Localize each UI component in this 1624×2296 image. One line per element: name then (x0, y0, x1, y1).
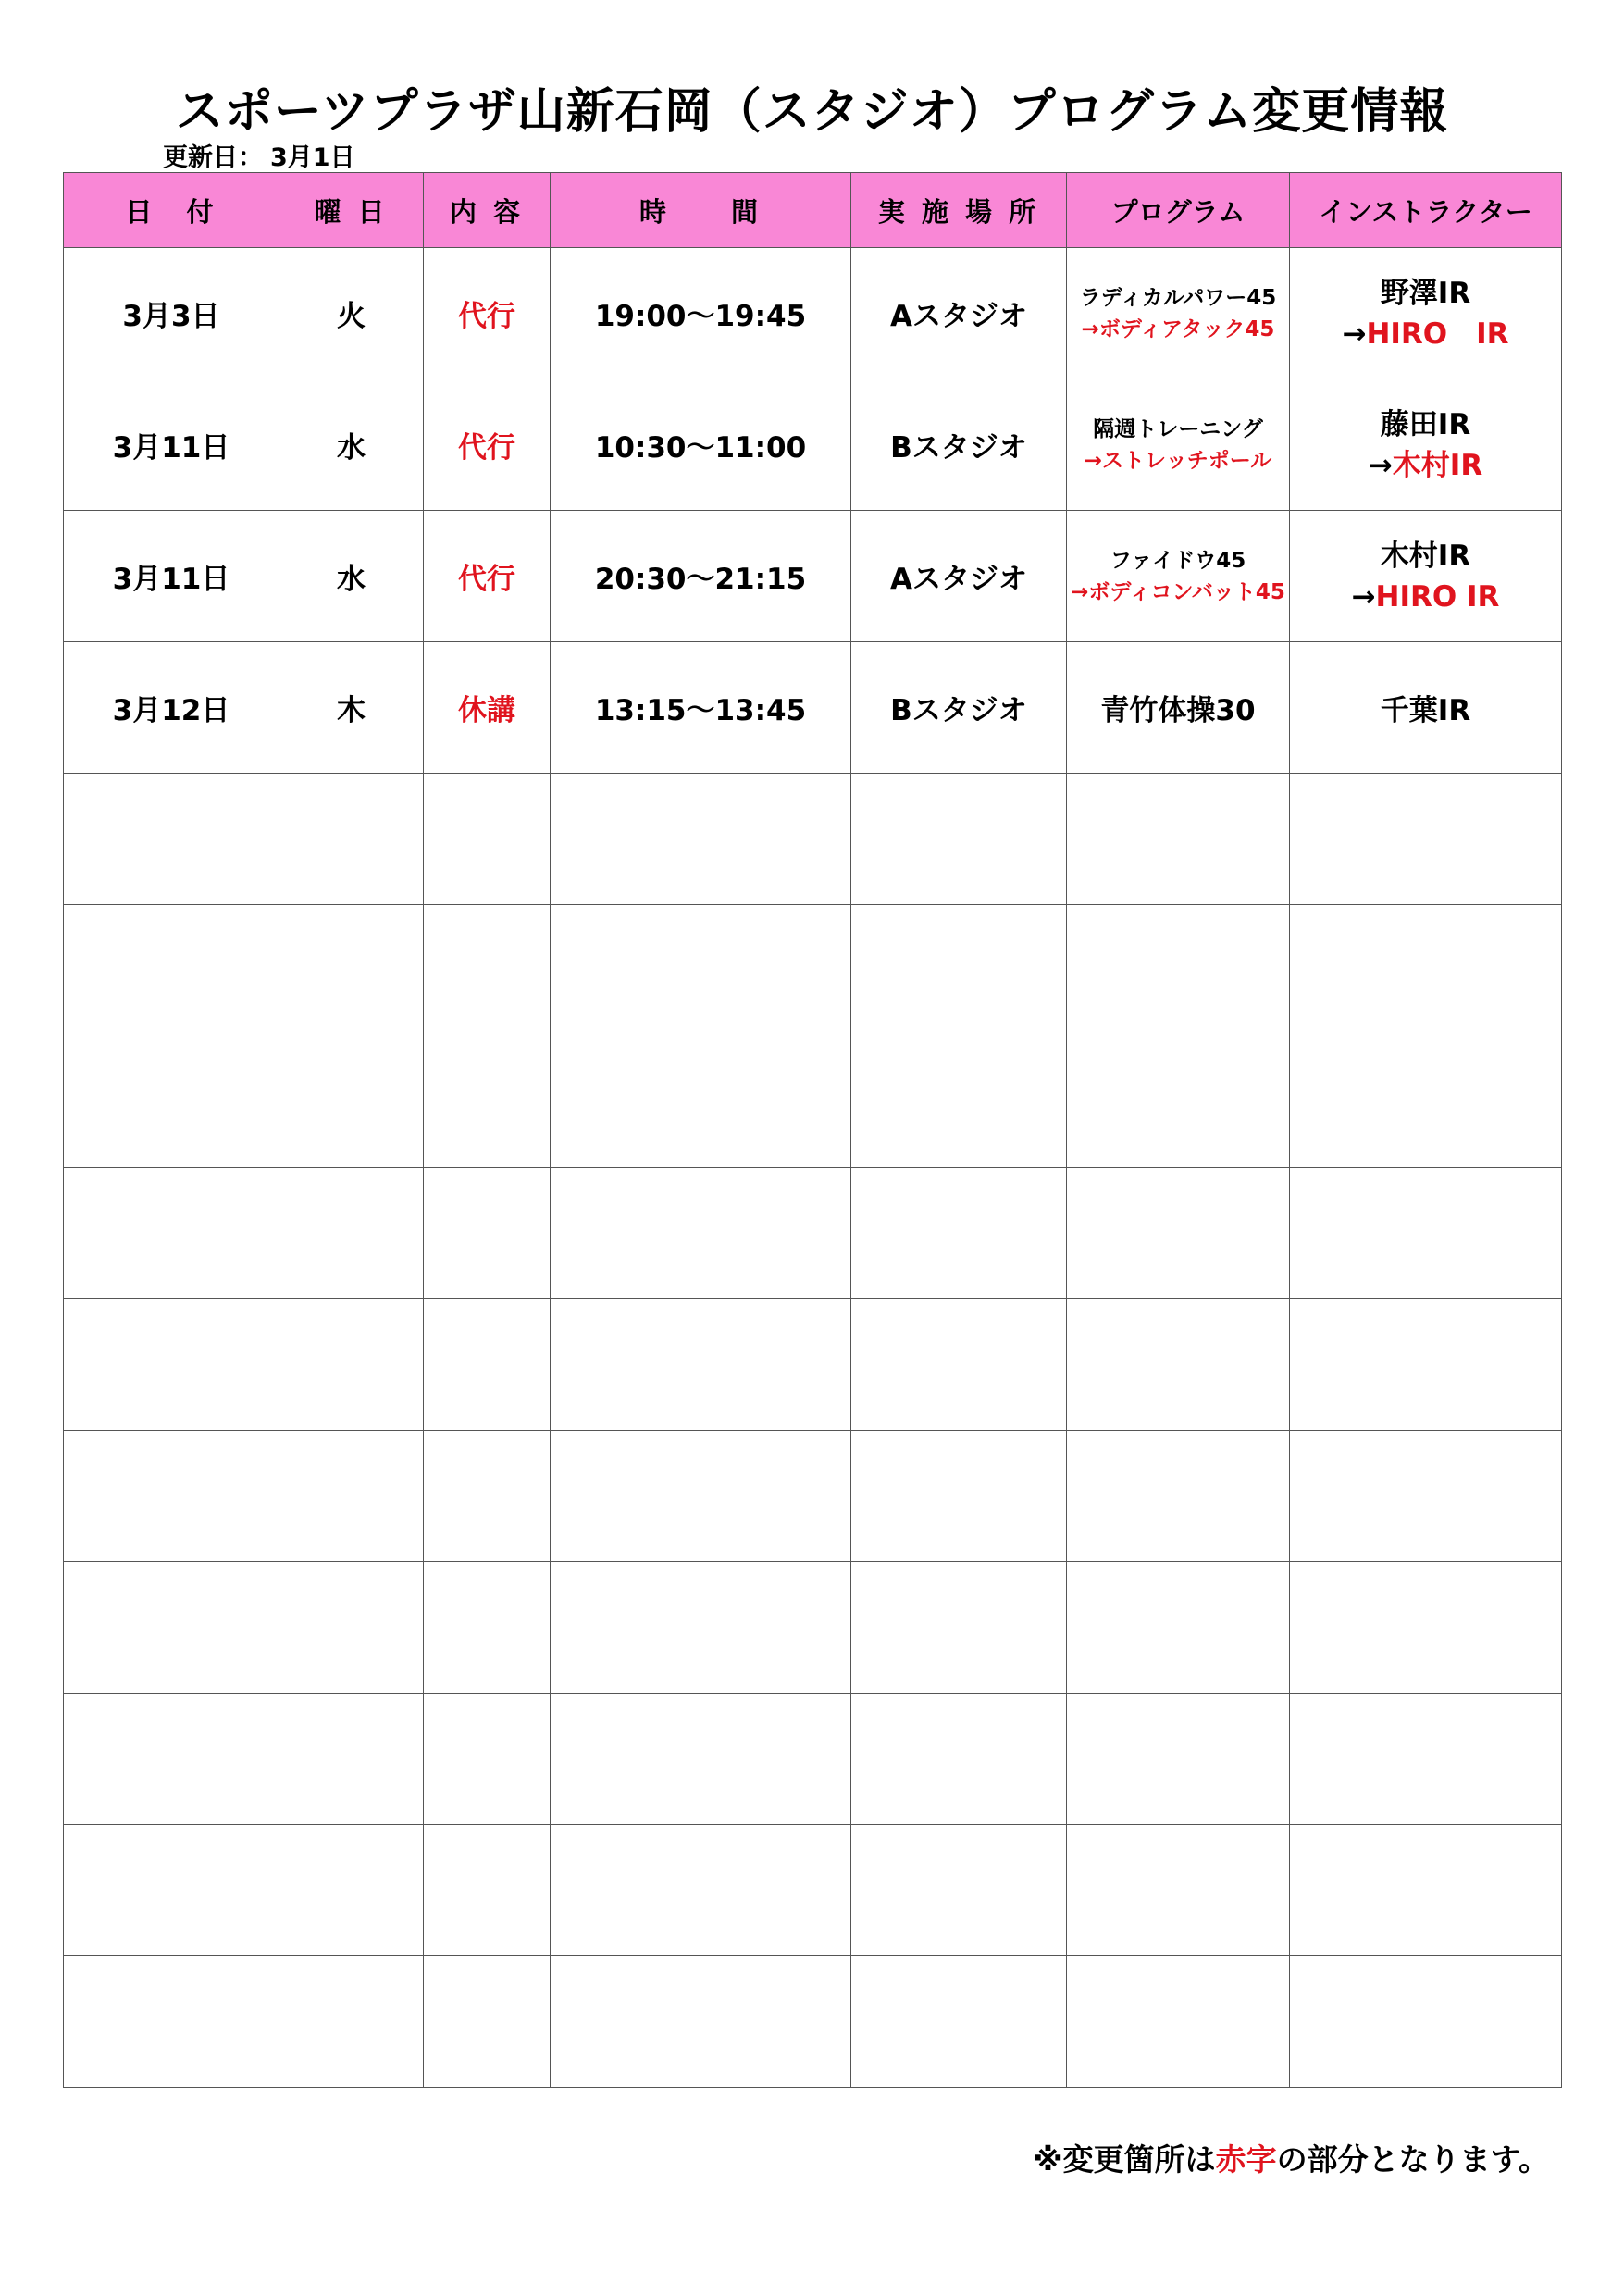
table-row (64, 642, 1562, 774)
instructor-replacement (1290, 314, 1561, 354)
cell-program: 青竹体操30 (1067, 642, 1290, 774)
cell-content: 代行 (424, 248, 551, 379)
header-content: 内 容 (424, 173, 551, 248)
table-row (64, 511, 1562, 642)
cell-weekday: 火 (279, 248, 424, 379)
header-weekday: 曜 日 (279, 173, 424, 248)
cell-date: 3月12日 (64, 642, 279, 774)
updated-date (163, 137, 363, 173)
instructor-new-name: 木村IR (1392, 448, 1483, 482)
instructor-new-name: HIRO IR (1366, 316, 1509, 351)
program-replacement: →ボディアタック45 (1081, 316, 1275, 341)
header-instructor: インストラクター (1290, 173, 1562, 248)
cell-place: Aスタジオ (851, 511, 1067, 642)
empty-row (64, 1956, 1562, 2088)
cell-date: 3月11日 (64, 511, 279, 642)
footnote-red-text: 赤字 (1215, 2141, 1277, 2178)
cell-program (1067, 248, 1290, 379)
instructor-new-name: HIRO IR (1375, 579, 1500, 614)
cell-content: 代行 (424, 379, 551, 511)
cell-place: Aスタジオ (851, 248, 1067, 379)
empty-row (64, 1825, 1562, 1956)
instructor-replacement (1290, 577, 1561, 617)
cell-time: 19:00～19:45 (551, 248, 851, 379)
program-replacement: →ボディコンバット45 (1071, 579, 1285, 604)
arrow-icon: → (1342, 316, 1367, 351)
footnote (1034, 2136, 1549, 2179)
cell-date: 3月11日 (64, 379, 279, 511)
table-row (64, 248, 1562, 379)
cell-instructor (1290, 511, 1562, 642)
instructor-original: 藤田IR (1380, 407, 1471, 441)
page-title: スポーツプラザ山新石岡（スタジオ）プログラム変更情報 (175, 84, 1449, 140)
program-replacement: →ストレッチポール (1084, 448, 1272, 473)
cell-weekday: 木 (279, 642, 424, 774)
cell-content: 休講 (424, 642, 551, 774)
updated-value: 3月1日 (270, 143, 355, 172)
cell-weekday: 水 (279, 379, 424, 511)
program-original: 隔週トレーニング (1093, 416, 1263, 441)
empty-row (64, 774, 1562, 905)
cell-program (1067, 511, 1290, 642)
cell-time: 20:30～21:15 (551, 511, 851, 642)
table-row (64, 379, 1562, 511)
cell-place: Bスタジオ (851, 642, 1067, 774)
empty-row (64, 1036, 1562, 1168)
cell-program (1067, 379, 1290, 511)
empty-row (64, 1431, 1562, 1562)
cell-place: Bスタジオ (851, 379, 1067, 511)
empty-row (64, 1562, 1562, 1694)
footnote-suffix: の部分となります。 (1276, 2141, 1549, 2178)
arrow-icon: → (1351, 579, 1376, 614)
program-original: ファイドウ45 (1110, 548, 1246, 573)
cell-instructor (1290, 248, 1562, 379)
cell-weekday: 水 (279, 511, 424, 642)
schedule-table (63, 172, 1562, 2088)
cell-time: 10:30～11:00 (551, 379, 851, 511)
cell-content: 代行 (424, 511, 551, 642)
empty-row (64, 1168, 1562, 1299)
cell-instructor (1290, 379, 1562, 511)
header-program: プログラム (1067, 173, 1290, 248)
arrow-icon: → (1368, 448, 1393, 482)
instructor-original: 木村IR (1380, 539, 1471, 573)
table-header-row (64, 173, 1562, 248)
cell-date: 3月3日 (64, 248, 279, 379)
cell-time: 13:15～13:45 (551, 642, 851, 774)
header-place: 実 施 場 所 (851, 173, 1067, 248)
empty-row (64, 1694, 1562, 1825)
program-original: ラディカルパワー45 (1079, 285, 1277, 310)
instructor-replacement (1290, 445, 1561, 486)
footnote-prefix: ※変更箇所は (1033, 2141, 1216, 2178)
cell-instructor: 千葉IR (1290, 642, 1562, 774)
updated-label: 更新日： (163, 143, 263, 172)
empty-row (64, 905, 1562, 1036)
empty-row (64, 1299, 1562, 1431)
header-date: 日 付 (64, 173, 279, 248)
instructor-original: 野澤IR (1380, 276, 1471, 310)
header-time: 時 間 (551, 173, 851, 248)
